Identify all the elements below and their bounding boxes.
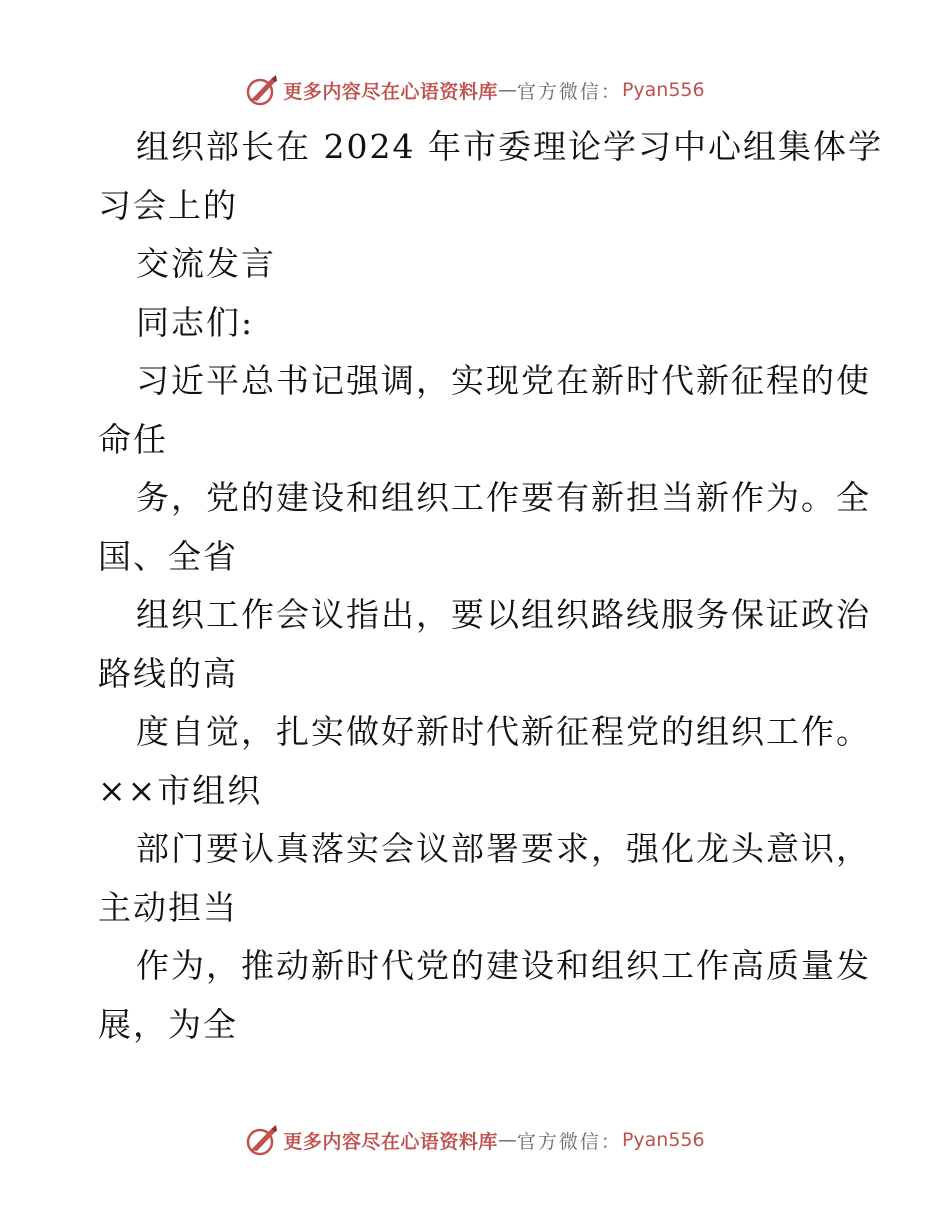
quill-logo-icon <box>245 1123 279 1157</box>
text-line: 习近平总书记强调，实现党在新时代新征程的使 <box>136 361 871 400</box>
text-line: 同志们: <box>136 302 255 342</box>
header-watermark <box>0 70 950 110</box>
text-line: 部门要认真落实会议部署要求，强化龙头意识， <box>136 829 871 868</box>
watermark-official: 官方微信： <box>516 80 622 103</box>
watermark-brand: 更多内容尽在心语资料库 <box>283 80 498 103</box>
text-line: 交流发言 <box>136 244 276 283</box>
footer-watermark <box>0 1120 950 1160</box>
text-line: 国、全省 <box>98 536 238 576</box>
text-line: 习会上的 <box>98 185 238 225</box>
text-line: 路线的高 <box>98 653 238 693</box>
text-line: 务，党的建设和组织工作要有新担当新作为。全 <box>136 478 871 517</box>
text-line: 主动担当 <box>98 887 238 927</box>
watermark-dash: — <box>497 79 517 101</box>
text-line: 作为，推动新时代党的建设和组织工作高质量发 <box>136 946 871 985</box>
watermark-dash: — <box>497 1129 517 1151</box>
text-line: 组织工作会议指出，要以组织路线服务保证政治 <box>136 595 871 634</box>
watermark-id: Pyan556 <box>621 79 705 101</box>
text-line: 度自觉，扎实做好新时代新征程党的组织工作。 <box>136 712 871 751</box>
text-line: 命任 <box>98 419 168 459</box>
text-line: 展，为全 <box>98 1004 238 1044</box>
watermark-official: 官方微信： <box>516 1130 622 1153</box>
document-body <box>98 118 883 1054</box>
watermark-brand: 更多内容尽在心语资料库 <box>283 1130 498 1153</box>
text-line: ××市组织 <box>98 770 263 810</box>
quill-logo-icon <box>245 73 279 107</box>
text-line: 组织部长在 2024 年市委理论学习中心组集体学 <box>136 127 883 166</box>
watermark-id: Pyan556 <box>621 1129 705 1151</box>
